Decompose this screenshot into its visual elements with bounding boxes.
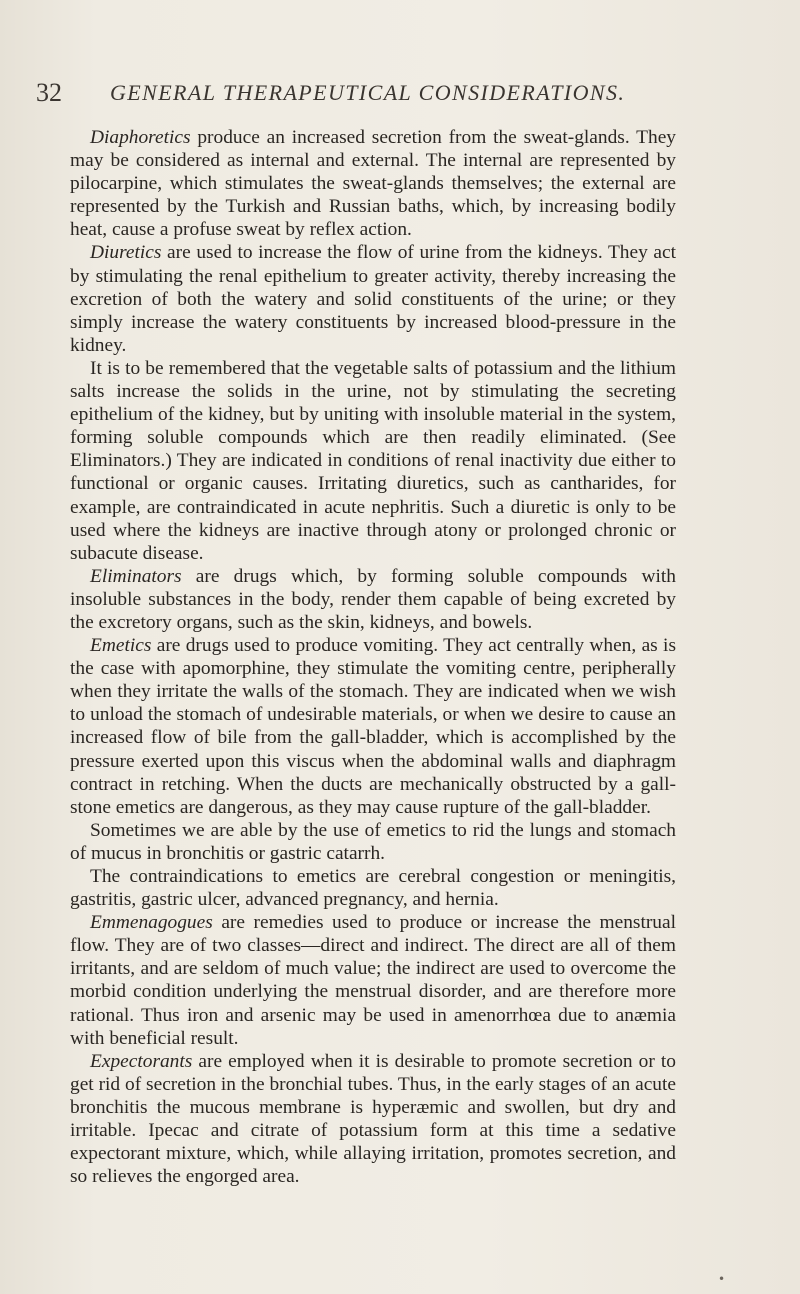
paragraph-emetics-lungs xyxy=(70,819,676,865)
paragraph-emetics xyxy=(70,634,676,819)
paragraph-text: The contraindications to emetics are cerebral congestion or meningitis, gastritis, gastric ulcer, advanced pregnancy, and hernia. xyxy=(70,866,676,911)
page-header xyxy=(36,78,730,108)
paragraph-diuretics xyxy=(70,241,676,356)
term-diuretics: Diuretics xyxy=(90,242,162,264)
paragraph-text: It is to be remembered that the vegetable salts of potassium and the lithium salts increase the solids in the urine, not by stimulating the secreting epithelium of the kidney, but by uniting with insoluble material in the system, forming soluble compounds which are then readily eliminated. (See Eliminators.) They are indicated in conditions of renal inactivity due either to functional or organic causes. Irritating diuretics, such as cantharides, for example, are contraindicated in acute nephritis. Such a diuretic is only to be used where the kidneys are inactive through atony or prolonged chronic or subacute disease. xyxy=(70,357,676,564)
paragraph-text: are used to increase the flow of urine from the kidneys. They act by stimulating the renal epithelium to greater activity, thereby increasing the excretion of both the watery and solid constituents of the urine; or they simply increase the watery constituents by increased blood-pressure in the kidney. xyxy=(70,242,676,356)
term-eliminators: Eliminators xyxy=(90,565,182,587)
page-number: 32 xyxy=(36,78,62,107)
paragraph-text: produce an increased secretion from the sweat-glands. They may be considered as internal and external. The internal are represented by pilocarpine, which stimulates the sweat-glands themselves; the external are represented by the Turkish and Russian baths, which, by increasing bodily heat, cause a profuse sweat by reflex action. xyxy=(70,127,676,241)
paragraph-potassium-salts xyxy=(70,357,676,565)
term-diaphoretics: Diaphoretics xyxy=(90,127,191,148)
paragraph-diaphoretics xyxy=(70,126,676,241)
paragraph-text: are drugs used to produce vomiting. They act centrally when, as is the case with apomorphine, they stimulate the vomiting centre, peripherally when they irritate the walls of the stomach. They are indicated when we wish to unload the stomach of undesirable materials, or when we desire to cause an increased flow of bile from the gall-bladder, which is accomplished by the pressure exerted upon this viscus when the abdominal walls and diaphragm contract in retching. When the ducts are mechanically obstructed by a gall-stone emetics are dangerous, as they may cause rupture of the gall-bladder. xyxy=(70,635,676,818)
term-expectorants: Expectorants xyxy=(90,1050,193,1072)
body-text xyxy=(70,126,676,1188)
footer-mark: • xyxy=(718,1272,726,1286)
term-emmenagogues: Emmenagogues xyxy=(90,912,213,934)
paragraph-expectorants xyxy=(70,1050,676,1189)
paragraph-text: are drugs which, by forming soluble compounds with insoluble substances in the body, render them capable of being excreted by the excretory organs, such as the skin, kidneys, and bowels. xyxy=(70,565,676,633)
paragraph-eliminators xyxy=(70,565,676,634)
paragraph-text: are employed when it is desirable to promote secretion or to get rid of secretion in the bronchial tubes. Thus, in the early stages of an acute bronchitis the mucous membrane is hyperæmic and swollen, but dry and irritable. Ipecac and citrate of potassium form at this time a sedative expectorant mixture, which, while allaying irritation, promotes secretion, and so relieves the engorged area. xyxy=(70,1050,676,1188)
paragraph-emmenagogues xyxy=(70,911,676,1050)
paragraph-contraindications xyxy=(70,865,676,911)
paragraph-text: are remedies used to produce or increase the menstrual flow. They are of two classes—direct and indirect. The direct are all of them irritants, and are seldom of much value; the indirect are used to overcome the morbid condition underlying the menstrual disorder, and are therefore more rational. Thus iron and arsenic may be used in amenorrhœa due to anæmia with beneficial result. xyxy=(70,912,676,1049)
term-emetics: Emetics xyxy=(90,635,152,657)
running-title: GENERAL THERAPEUTICAL CONSIDERATIONS. xyxy=(110,80,626,105)
paragraph-text: Sometimes we are able by the use of emetics to rid the lungs and stomach of mucus in bronchitis or gastric catarrh. xyxy=(70,819,676,864)
